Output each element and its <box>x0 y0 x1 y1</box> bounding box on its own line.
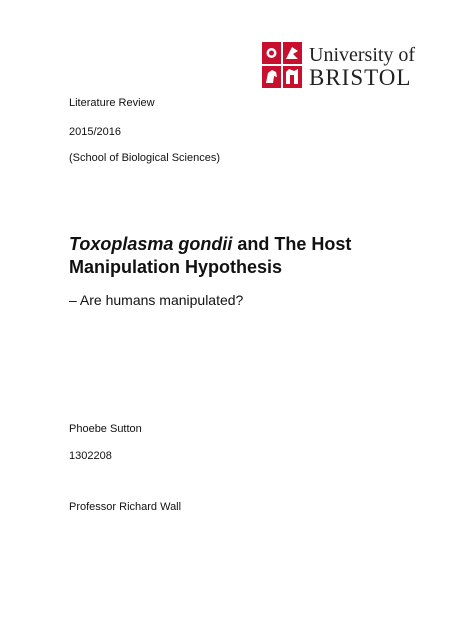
document-type: Literature Review <box>69 97 155 109</box>
title-line2: Manipulation Hypothesis <box>69 257 283 277</box>
university-crest-icon <box>262 42 302 88</box>
academic-year: 2015/2016 <box>69 126 121 138</box>
document-subtitle: – Are humans manipulated? <box>69 292 244 308</box>
logo-bristol-text: BRISTOL <box>309 65 412 90</box>
student-number: 1302208 <box>69 450 112 462</box>
title-line1-rest: and The Host <box>232 234 352 254</box>
supervisor-name: Professor Richard Wall <box>69 501 182 513</box>
author-name: Phoebe Sutton <box>69 423 142 435</box>
university-logo <box>262 42 416 90</box>
document-title <box>69 233 351 279</box>
school-name: (School of Biological Sciences) <box>69 152 221 164</box>
title-species-name: Toxoplasma gondii <box>69 234 233 254</box>
logo-university-text: University of <box>309 44 416 66</box>
